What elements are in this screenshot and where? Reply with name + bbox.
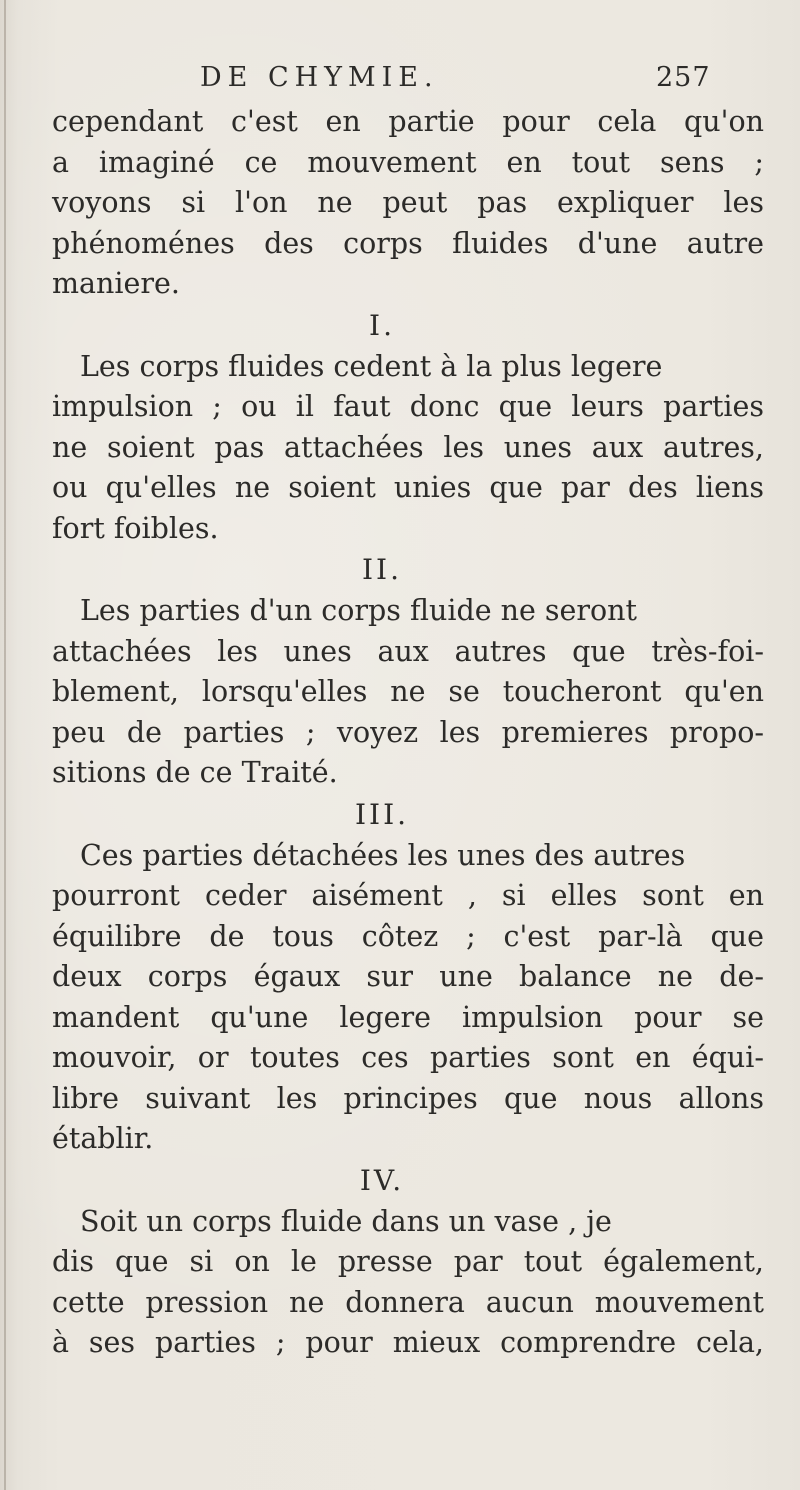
text-line: attachées les unes aux autres que très-foi- [52, 634, 764, 668]
text-line: voyons si l'on ne peut pas expliquer les [52, 186, 764, 219]
text-line: mouvoir, or toutes ces parties sont en équi- [52, 1041, 764, 1074]
section-numeral: II. [361, 553, 403, 586]
running-title: DE CHYMIE. [200, 62, 439, 93]
section-numeral: III. [354, 797, 410, 831]
text-line: blement, lorsqu'elles ne se toucheront qu'en [52, 675, 764, 708]
text-line: ne soient pas attachées les unes aux autres, [52, 430, 764, 464]
text-line: Soit un corps fluide dans un vase , je [80, 1204, 612, 1238]
text-line: à ses parties ; pour mieux comprendre cela, [52, 1326, 764, 1359]
text-line: sitions de ce Traité. [52, 756, 338, 789]
paragraph-continuation [52, 102, 772, 305]
text-line: a imaginé ce mouvement en tout sens ; [52, 145, 764, 179]
text-line: libre suivant les principes que nous allons [52, 1081, 764, 1115]
text-line: impulsion ; ou il faut donc que leurs parties [52, 390, 764, 423]
text-line: mandent qu'une legere impulsion pour se [52, 1000, 764, 1034]
paragraph-section-4 [52, 1202, 772, 1364]
text-line: établir. [52, 1122, 154, 1155]
paragraph-section-2 [52, 591, 772, 794]
text-line: pourront ceder aisément , si elles sont en [52, 879, 764, 912]
text-line: peu de parties ; voyez les premieres propo- [52, 715, 764, 749]
text-line: équilibre de tous côtez ; c'est par-là que [52, 919, 764, 953]
text-line: Ces parties détachées les unes des autres [80, 838, 686, 872]
text-line: dis que si on le presse par tout également, [52, 1245, 764, 1278]
text-line: maniere. [52, 267, 180, 300]
text-line: phénoménes des corps fluides d'une autre [52, 226, 764, 260]
text-line: deux corps égaux sur une balance ne de- [52, 960, 764, 993]
page-number: 257 [656, 62, 711, 93]
section-numeral: IV. [359, 1163, 405, 1197]
text-line: Les corps fluides cedent à la plus legere [80, 349, 663, 383]
paragraph-section-3 [52, 836, 772, 1160]
text-line: fort foibles. [52, 511, 219, 545]
page-text-block [52, 62, 772, 1364]
text-line: cependant c'est en partie pour cela qu'on [52, 105, 764, 138]
text-line: Les parties d'un corps fluide ne seront [80, 594, 637, 627]
running-head [52, 62, 772, 102]
paragraph-section-1 [52, 347, 772, 550]
text-line: cette pression ne donnera aucun mouvement [52, 1285, 764, 1319]
page-gutter [4, 0, 6, 1490]
section-numeral: I. [369, 308, 395, 342]
text-line: ou qu'elles ne soient unies que par des liens [52, 471, 764, 504]
